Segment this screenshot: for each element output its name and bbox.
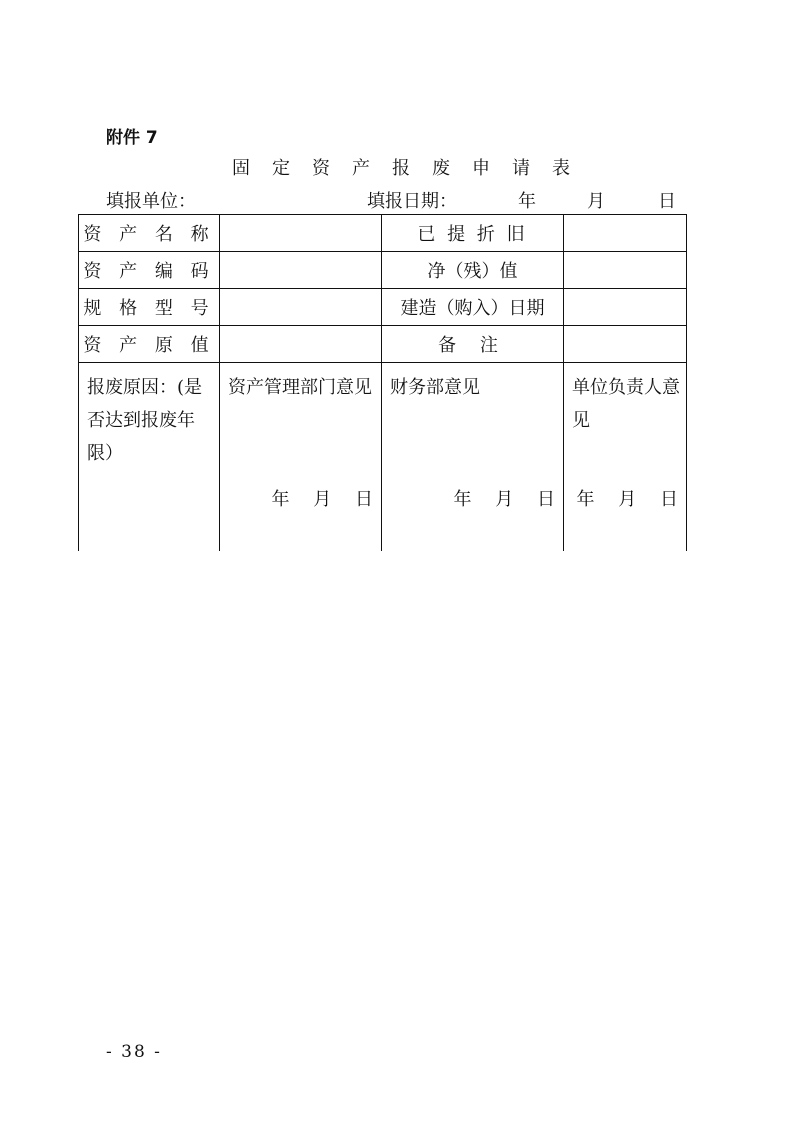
fill-month-label: 月 (587, 191, 605, 212)
fill-day-label: 日 (658, 191, 676, 212)
build-date-label: 建造（购入）日期 (382, 289, 564, 326)
remarks-field[interactable] (564, 326, 687, 363)
net-value-field[interactable] (564, 252, 687, 289)
finance-opinion-cell[interactable] (382, 363, 564, 552)
spec-model-field[interactable] (220, 289, 382, 326)
unit-head-opinion-cell[interactable] (564, 363, 687, 552)
unit-head-date: 年 月 日 (576, 489, 678, 510)
scrap-reason-cell[interactable] (79, 363, 220, 552)
spec-model-label: 规 格 型 号 (79, 289, 220, 326)
asset-name-label: 资 产 名 称 (79, 215, 220, 252)
asset-code-label: 资 产 编 码 (79, 252, 220, 289)
asset-name-field[interactable] (220, 215, 382, 252)
attachment-label: 附件 7 (106, 128, 158, 148)
opinion-row (79, 363, 687, 552)
unit-head-opinion-label: 单位负责人意见 (572, 377, 680, 431)
table-row (79, 215, 687, 252)
fill-unit-label: 填报单位： (106, 191, 196, 212)
finance-date: 年 月 日 (453, 489, 555, 510)
build-date-field[interactable] (564, 289, 687, 326)
form-title: 固定资产报废申请表 (232, 158, 592, 179)
original-value-label: 资 产 原 值 (79, 326, 220, 363)
fill-date-label: 填报日期： (367, 191, 457, 212)
asset-dept-opinion-label: 资产管理部门意见 (228, 377, 372, 398)
asset-dept-date: 年 月 日 (271, 489, 373, 510)
table-row (79, 252, 687, 289)
asset-scrap-form (78, 214, 687, 551)
remarks-label: 备 注 (382, 326, 564, 363)
table-row (79, 326, 687, 363)
depreciation-label: 已 提 折 旧 (382, 215, 564, 252)
page-number: - 38 - (106, 1042, 162, 1062)
net-value-label: 净（残）值 (382, 252, 564, 289)
finance-opinion-label: 财务部意见 (390, 377, 480, 398)
depreciation-field[interactable] (564, 215, 687, 252)
original-value-field[interactable] (220, 326, 382, 363)
table-row (79, 289, 687, 326)
scrap-reason-label: 报废原因：(是否达到报废年限） (87, 377, 203, 464)
fill-year-label: 年 (518, 191, 536, 212)
asset-dept-opinion-cell[interactable] (220, 363, 382, 552)
asset-code-field[interactable] (220, 252, 382, 289)
